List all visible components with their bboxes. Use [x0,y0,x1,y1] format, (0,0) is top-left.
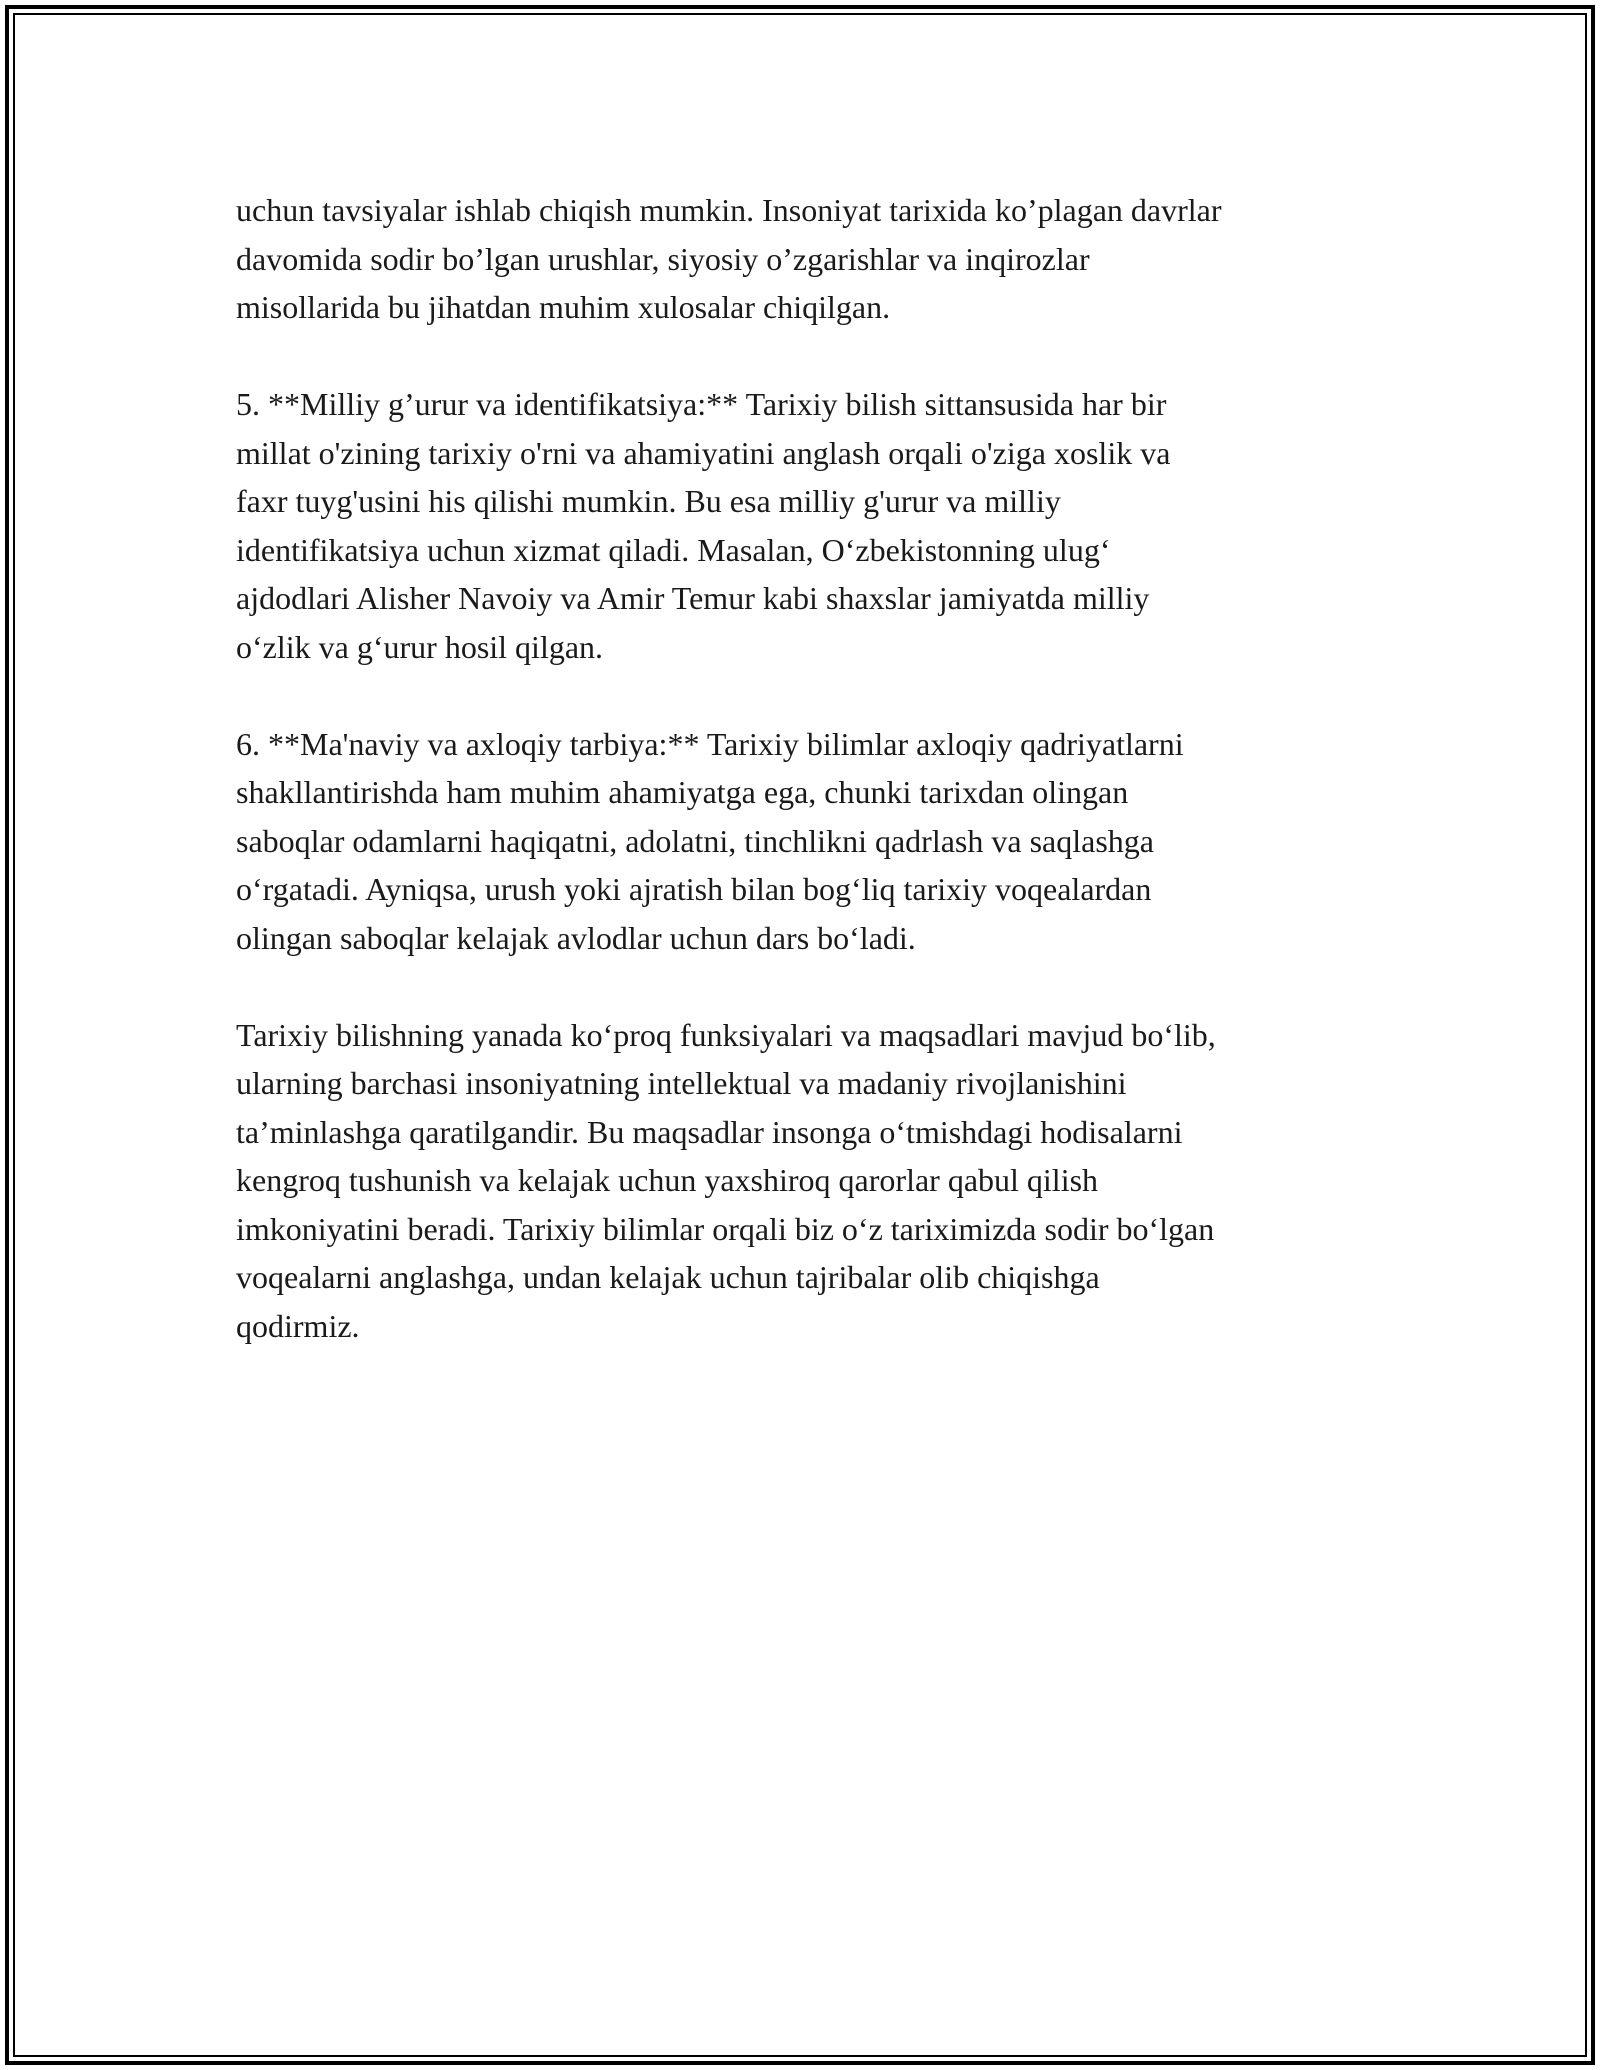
paragraph-conclusion [236,1011,1396,1351]
text-line: uchun tavsiyalar ishlab chiqish mumkin. Insoniyat tarixida ko’plagan davrlar [236,192,1222,228]
text-line: saboqlar odamlarni haqiqatni, adolatni, tinchlikni qadrlash va saqlashga [236,822,1154,859]
paragraph-item-6 [236,720,1396,963]
text-line: faxr tuyg'usini his qilishi mumkin. Bu esa milliy g'urur va milliy [236,483,1061,519]
text-line: o‘zlik va g‘urur hosil qilgan. [236,628,604,665]
text-line: kengroq tushunish va kelajak uchun yaxshiroq qarorlar qabul qilish [236,1162,1099,1198]
text-line: voqealarni anglashga, undan kelajak uchun tajribalar olib chiqishga [236,1259,1100,1295]
text-line: millat o'zining tarixiy o'rni va ahamiyatini anglash orqali o'ziga xoslik va [236,434,1171,471]
text-line: ajdodlari Alisher Navoiy va Amir Temur kabi shaxslar jamiyatda milliy [236,580,1150,616]
text-line: ularning barchasi insoniyatning intellektual va madaniy rivojlanishini [236,1065,1127,1101]
text-line: shakllantirishda ham muhim ahamiyatga ega, chunki tarixdan olingan [236,774,1129,810]
text-line: identifikatsiya uchun xizmat qiladi. Masalan, O‘zbekistonning ulug‘ [236,531,1111,568]
document-body [236,186,1396,1350]
text-line: davomida sodir bo’lgan urushlar, siyosiy o’zgarishlar va inqirozlar [236,240,1090,277]
text-line: qodirmiz. [236,1307,360,1344]
text-line: imkoniyatini beradi. Tarixiy bilimlar orqali biz o‘z tariximizda sodir bo‘lgan [236,1210,1215,1247]
text-line: o‘rgatadi. Ayniqsa, urush yoki ajratish bilan bog‘liq tarixiy voqealardan [236,871,1152,907]
text-line: olingan saboqlar kelajak avlodlar uchun dars bo‘ladi. [236,919,916,956]
text-line: misollarida bu jihatdan muhim xulosalar chiqilgan. [236,289,891,325]
text-line: 6. **Ma'naviy va axloqiy tarbiya:** Tarixiy bilimlar axloqiy qadriyatlarni [236,725,1184,762]
text-line: 5. **Milliy g’urur va identifikatsiya:** Tarixiy bilish sittansusida har bir [236,386,1167,422]
paragraph-item-5 [236,380,1396,671]
text-line: ta’minlashga qaratilgandir. Bu maqsadlar insonga o‘tmishdagi hodisalarni [236,1113,1183,1150]
text-line: Tarixiy bilishning yanada ko‘proq funksiyalari va maqsadlari mavjud bo‘lib, [236,1016,1216,1053]
paragraph-continuation [236,186,1396,332]
